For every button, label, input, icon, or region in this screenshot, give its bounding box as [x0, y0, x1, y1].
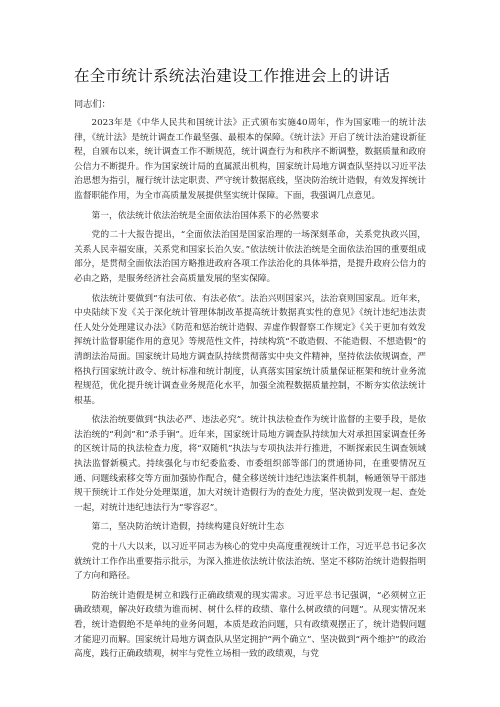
salutation: 同志们：	[74, 99, 111, 110]
paragraph: 党的二十大报告提出，“全面依法治国是国家治理的一场深刻革命，关系党执政兴国，关系人民幸福安康，关系党和国家长治久安。”依法统计依法治统是全面依法治国的重要组成部分，是贯彻全面依法治国方略推进政府各项工作法治化的具体举措，是提升政府公信力的必由之路，是服务经济社会高质量发展的坚实保障。	[74, 230, 426, 284]
paragraph: 依法统计要做到“有法可依、有法必依”。法治兴则国家兴，法治衰则国家乱。近年来，中央陆续下发《关于深化统计管理体制改革提高统计数据真实性的意见》《统计违纪违法责任人处分处理建议办法》《防范和惩治统计造假、弄虚作假督察工作规定》《关于更加有效发挥统计监督职能作用的意见》等规范性文件，持续构筑“不敢造假、不能造假、不想造假”的清朗法治局面。国家统计局地方调查队持续贯彻落实中央文件精神，坚持依法依规调查，严格执行国家统计政令、统计标准和统计制度，认真落实国家统计质量保证框架和统计业务流程规范，优化提升统计调查业务规范化水平，加强全流程数据质量控制，不断夯实依法统计根基。	[74, 293, 426, 406]
paragraph: 党的十八大以来，以习近平同志为核心的党中央高度重视统计工作，习近平总书记多次就统计工作作出重要指示批示，为深入推进依法统计依法治统、坚定不移防治统计造假指明了方向和路径。	[74, 542, 426, 582]
section-heading-1: 第一，依法统计依法治统是全面依法治国体系下的必然要求	[91, 210, 319, 221]
paragraph: 防治统计造假是树立和践行正确政绩观的现实需求。习近平总书记强调，“必须树立正确政绩观，解决好政绩为谁而树、树什么样的政绩、靠什么树政绩的问题”。从现实情况来看，统计造假绝不是单纯的业务问题，本质是政治问题，只有政绩观摆正了，统计造假问题才能迎刃而解。国家统计局地方调查队从坚定拥护“两个确立”、坚决做到“两个维护”的政治高度，践行正确政绩观，树牢与党性立场相一致的政绩观，与党	[74, 590, 426, 660]
speech-title: 在全市统计系统法治建设工作推进会上的讲话	[74, 67, 391, 85]
speech-body	[74, 116, 426, 667]
section-heading-2: 第二，坚决防治统计造假，持续构建良好统计生态	[91, 522, 284, 533]
paragraph-intro: 2023年是《中华人民共和国统计法》正式颁布实施40周年，作为国家唯一的统计法律，《统计法》是统计调查工作最坚强、最根本的保障。《统计法》开启了统计法治建设新征程，自颁布以来，统计调查工作不断规范，统计调查行为和秩序不断调整，数据质量和政府公信力不断提升。作为国家统计局的直属派出机构，国家统计局地方调查队坚持以习近平法治思想为指引，履行统计法定职责、严守统计数据底线，坚决防治统计造假，有效发挥统计监督职能作用，为全市高质量发展提供坚实统计保障。下面，我强调几点意见。	[74, 118, 426, 201]
paragraph: 依法治统要做到“执法必严、违法必究”。统计执法检查作为统计监督的主要手段，是依法治统的“利剑”和“杀手锏”。近年来，国家统计局地方调查队持续加大对承担国家调查任务的区统计局的执法检查力度，将“双随机”执法与专项执法并行推进，不断探索民生调查领域执法监督新模式。持续强化与市纪委监委、市委组织部等部门的贯通协同，在重要情况互通、问题线索移交等方面加强协作配合，健全移送统计违纪违法案件机制，畅通领导干部违规干预统计工作处分处理渠道，加大对统计造假行为的查处力度，坚决做到发现一起、查处一起，对统计违纪违法行为“零容忍”。	[74, 415, 426, 513]
